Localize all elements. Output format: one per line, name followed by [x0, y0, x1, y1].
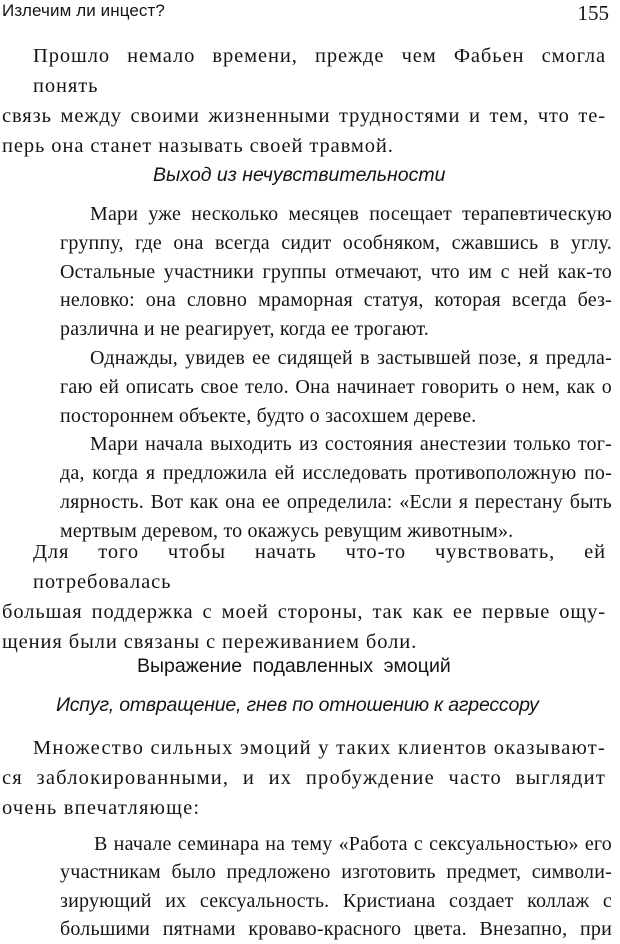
text-line: гаю ей описать свое тело. Она начинает говорить о нем, как о: [60, 375, 612, 398]
text-line: большая поддержка с моей стороны, так как ее первые ощу-: [2, 601, 606, 623]
text-line: постороннем объекте, будто о засохшем дереве.: [60, 404, 477, 427]
text-line: группу, где она всегда сидит особняком, сжавшись в углу.: [60, 231, 612, 254]
text-line: да, когда я предложила ей исследовать противоположную по-: [60, 462, 612, 485]
text-line: участникам было предложено изготовить предмет, символи-: [60, 861, 612, 884]
paragraph-blocked-emotions: [2, 733, 606, 823]
text-line: различна и не реагирует, когда ее трогают.: [60, 318, 429, 341]
text-line: зирующий их сексуальность. Кристиана создает коллаж с: [60, 889, 612, 912]
text-line: Множество сильных эмоций у таких клиентов оказывают-: [33, 737, 606, 759]
text-line: В начале семинара на тему «Работа с сексуальностью» его: [94, 833, 612, 855]
text-line: Прошло немало времени, прежде чем Фабьен смогла понять: [33, 45, 606, 97]
case-study-christiane: [60, 830, 612, 944]
text-line: лярность. Вот как она ее определила: «Если я перестану быть: [60, 490, 612, 513]
page-number: 155: [577, 1, 609, 25]
text-line: мертвым деревом, то окажусь ревущим животным».: [60, 519, 514, 542]
text-line: перь она станет называть своей травмой.: [2, 135, 394, 157]
text-line: неловко: она словно мраморная статуя, которая всегда без-: [60, 289, 612, 312]
section-heading-emotions: Выражение подавленных эмоций: [137, 655, 451, 677]
text-line: Для того чтобы начать что-то чувствовать, ей потребовалась: [33, 541, 606, 593]
text-line: Мари начала выходить из состояния анестезии только тог-: [90, 433, 612, 456]
text-line: большими пятнами кроваво-красного цвета. Внезапно, при: [60, 918, 612, 941]
case-study-marie: [60, 200, 612, 546]
text-line: щения были связаны с переживанием боли.: [2, 631, 418, 653]
text-line: очень впечатляюще:: [2, 797, 201, 819]
section-heading-insensitivity: Выход из нечувствительности: [153, 164, 446, 186]
paragraph-support: [2, 537, 606, 657]
text-line: Однажды, увидев ее сидящей в застывшей позе, я предла-: [90, 346, 612, 369]
text-line: Остальные участники группы отмечают, что им с ней как-то: [60, 260, 612, 283]
subsection-heading-fear-disgust-anger: Испуг, отвращение, гнев по отношению к агрессору: [56, 694, 539, 716]
text-line: ся заблокированными, и их пробуждение часто выглядит: [2, 767, 606, 789]
paragraph-intro: [2, 41, 606, 161]
running-header: Излечим ли инцест?: [2, 1, 165, 20]
text-line: Мари уже несколько месяцев посещает терапевтическую: [90, 203, 612, 225]
text-line: связь между своими жизненными трудностями и тем, что те-: [2, 105, 606, 127]
